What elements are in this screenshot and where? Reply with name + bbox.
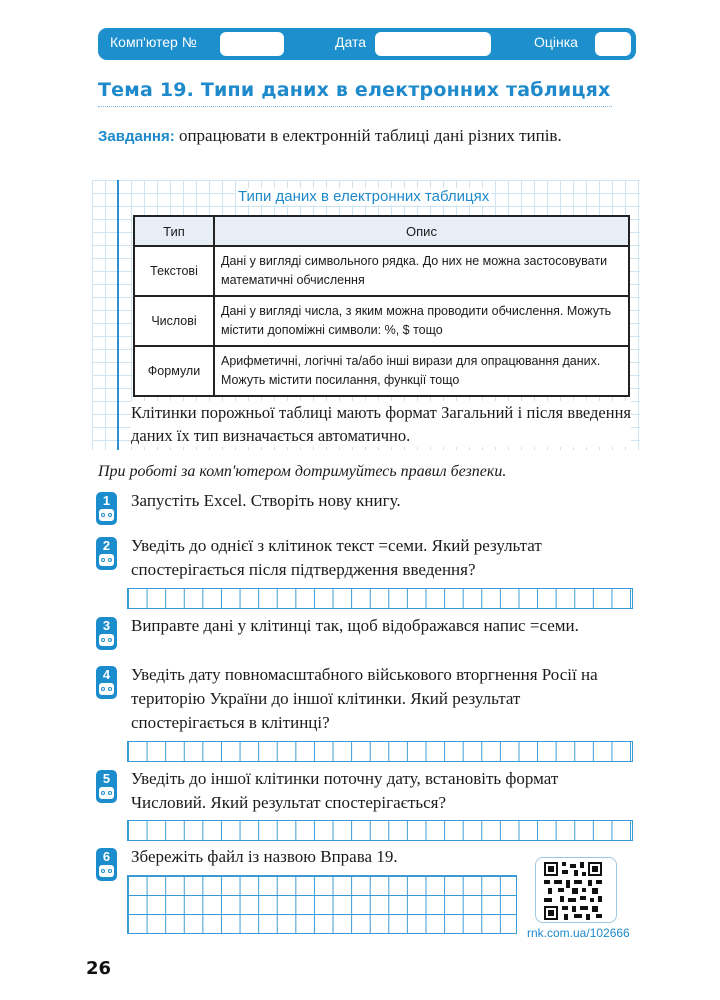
table-row	[134, 296, 629, 346]
type-cell: Формули	[134, 346, 214, 396]
page-number: 26	[86, 958, 112, 979]
description-cell: Дані у вигляді символьного рядка. До них не можна застосовувати математичні обчислення	[214, 246, 629, 296]
type-cell: Текстові	[134, 246, 214, 296]
step-5-text: Уведіть до іншої клітинки поточну дату, встановіть формат Числовий. Який результат спостерігається?	[131, 769, 559, 812]
data-types-table	[133, 215, 630, 397]
date-field[interactable]	[375, 32, 491, 56]
computer-number-field[interactable]	[220, 32, 284, 56]
computer-mouse-icon	[99, 634, 114, 646]
table-row	[134, 346, 629, 396]
task-statement	[98, 124, 638, 149]
computer-mouse-icon	[99, 787, 114, 799]
grade-field[interactable]	[595, 32, 631, 56]
column-header-type: Тип	[134, 216, 214, 246]
qr-link[interactable]: rnk.com.ua/102666	[527, 926, 630, 940]
step-6-text: Збережіть файл із назвою Вправа 19.	[131, 847, 398, 866]
step-number-badge: 5	[96, 770, 117, 803]
step-number-badge: 4	[96, 666, 117, 699]
table-row	[134, 246, 629, 296]
step-number-badge: 3	[96, 617, 117, 650]
step-4-text: Уведіть дату повномасштабного військового вторгнення Росії на територію України до іншої клітинки. Який результат спостерігається в клітинці?	[131, 665, 598, 732]
computer-number-label: Комп'ютер №	[110, 34, 197, 50]
computer-mouse-icon	[99, 509, 114, 521]
format-note: Клітинки порожньої таблиці мають формат Загальний і після введення даних їх тип визначається автоматично.	[131, 403, 631, 445]
step-number-badge: 2	[96, 537, 117, 570]
answer-cells-step-6[interactable]	[127, 875, 517, 934]
panel-margin-line	[117, 180, 119, 450]
computer-mouse-icon	[99, 554, 114, 566]
description-cell: Арифметичні, логічні та/або інші вирази для опрацювання даних. Можуть містити посилання, функції тощо	[214, 346, 629, 396]
title-divider	[98, 106, 612, 107]
step-3-text: Виправте дані у клітинці так, щоб відображався напис =семи.	[131, 616, 579, 635]
step-1-text: Запустіть Excel. Створіть нову книгу.	[131, 491, 401, 510]
topic-title: Тема 19. Типи даних в електронних таблицях	[98, 79, 611, 101]
step-2-text: Уведіть до однієї з клітинок текст =семи. Який результат спостерігається після підтвердження введення?	[131, 536, 542, 579]
answer-cells-step-2[interactable]	[127, 588, 633, 609]
date-label: Дата	[335, 34, 367, 50]
grade-label: Оцінка	[534, 34, 578, 50]
description-cell: Дані у вигляді числа, з яким можна проводити обчислення. Можуть містити допоміжні символи: %, $ тощо	[214, 296, 629, 346]
step-number-badge: 6	[96, 848, 117, 881]
answer-cells-step-5[interactable]	[127, 820, 633, 841]
step-number-badge: 1	[96, 492, 117, 525]
safety-note: При роботі за комп'ютером дотримуйтесь правил безпеки.	[98, 463, 507, 480]
column-header-description: Опис	[214, 216, 629, 246]
computer-mouse-icon	[99, 865, 114, 877]
task-label: Завдання:	[98, 128, 175, 145]
type-cell: Числові	[134, 296, 214, 346]
header-bar	[98, 28, 636, 60]
task-text: опрацювати в електронній таблиці дані різних типів.	[178, 126, 562, 145]
qr-code-icon[interactable]	[544, 862, 602, 920]
answer-cells-step-4[interactable]	[127, 741, 633, 762]
info-panel-title: Типи даних в електронних таблицях	[238, 188, 490, 205]
computer-mouse-icon	[99, 683, 114, 695]
